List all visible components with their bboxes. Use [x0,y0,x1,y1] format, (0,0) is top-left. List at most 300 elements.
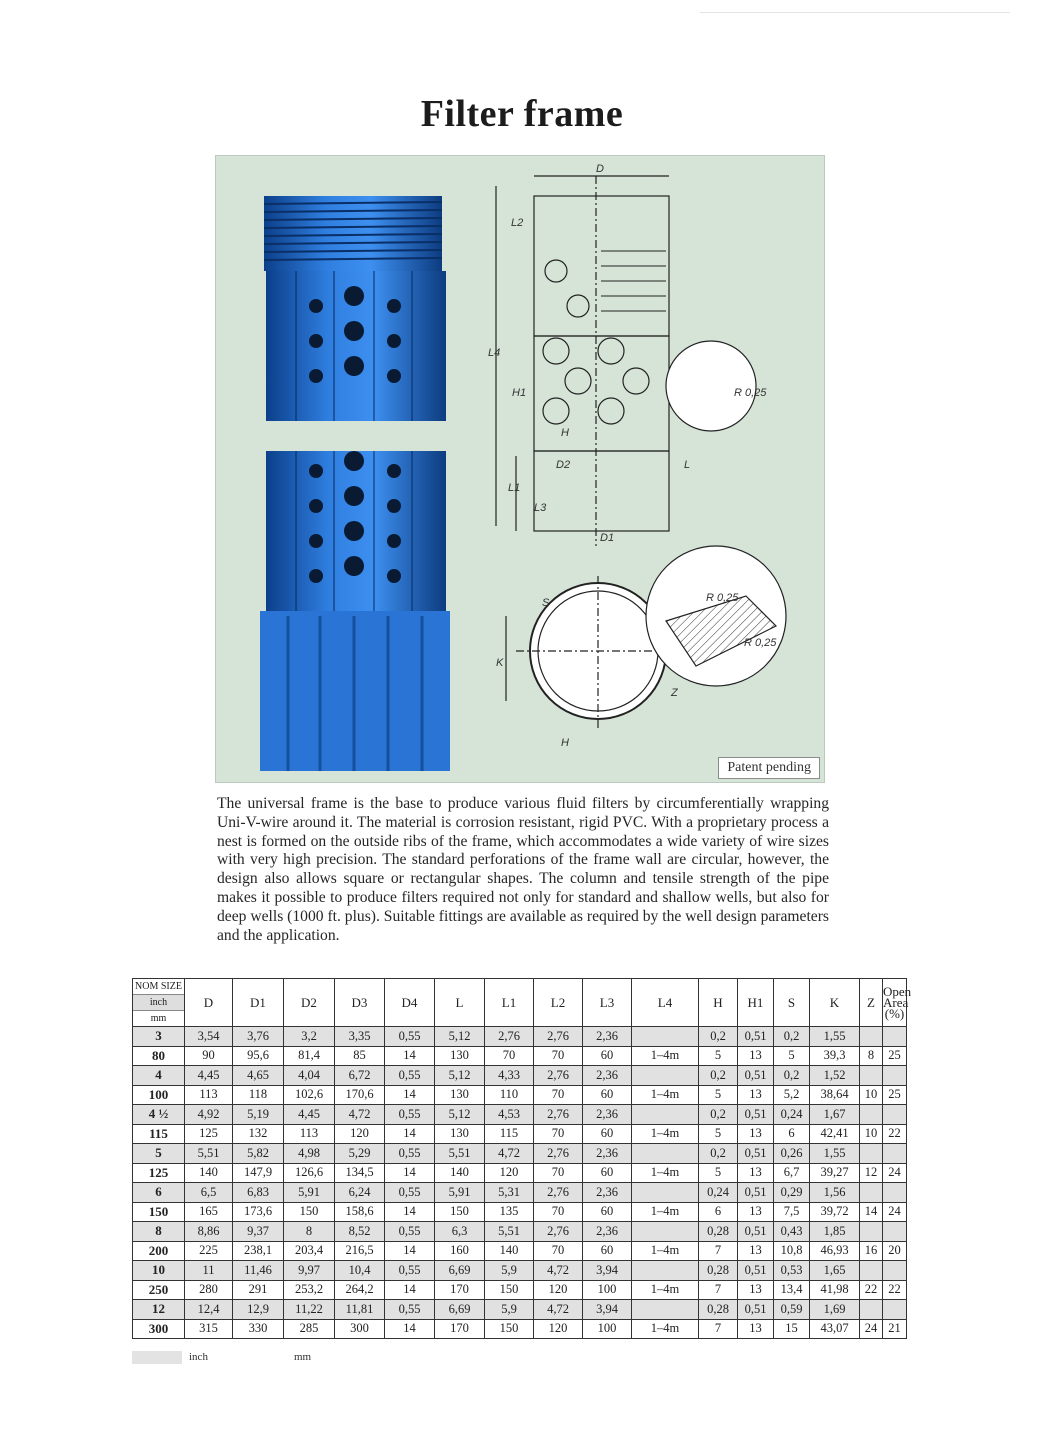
svg-text:K: K [496,657,504,669]
table-cell: 6,69 [435,1261,485,1281]
table-cell: 5,12 [435,1066,485,1086]
table-cell: 160 [435,1241,485,1261]
description-paragraph: The universal frame is the base to produce various fluid filters by circumferentially wrapping Uni-V-wire around it. The material is corrosion resistant, rigid PVC. With a proprietary process a nest is formed on the outside ribs of the frame, which accommodates a wide variety of wire sizes with very high precision. The standard perforations of the frame wall are circular, however, the design also allows square or rectangular shapes. The column and tensile strength of the pipe makes it possible to produce filters required not only for standard and shallow wells, but also for deep wells (1000 ft. plus). Suitable fittings are available as required by the well design parameters and the application. [217,795,829,944]
table-cell: 120 [485,1163,534,1183]
col-header: H1 [738,979,774,1027]
table-cell: 0,24 [774,1105,810,1125]
table-cell: 5,82 [233,1144,284,1164]
table-cell: 0,59 [774,1300,810,1320]
table-cell: 4,45 [185,1066,233,1086]
table-cell: 4,72 [335,1105,385,1125]
table-cell: 120 [534,1280,583,1300]
table-cell: 165 [185,1202,233,1222]
table-cell: 1,55 [810,1144,860,1164]
col-header: K [810,979,860,1027]
table-cell: 0,51 [738,1222,774,1242]
table-cell: 7 [699,1241,738,1261]
table-cell: 0,55 [385,1222,435,1242]
table-cell: 42,41 [810,1124,860,1144]
table-cell: 2,76 [534,1144,583,1164]
table-cell: 22 [883,1124,907,1144]
table-cell: 14 [385,1085,435,1105]
table-cell [632,1300,699,1320]
table-cell: 13 [738,1202,774,1222]
table-cell: 12,9 [233,1300,284,1320]
table-cell: 14 [385,1046,435,1066]
table-cell: 120 [335,1124,385,1144]
table-cell: 60 [583,1046,632,1066]
table-cell [860,1066,883,1086]
svg-text:L2: L2 [511,217,524,229]
table-cell: 6 [774,1124,810,1144]
table-cell: 10 [860,1085,883,1105]
table-row [133,1222,907,1242]
svg-text:L4: L4 [488,347,501,359]
table-cell: 13 [738,1046,774,1066]
table-cell: 5 [699,1085,738,1105]
table-cell: 5 [774,1046,810,1066]
table-cell: 14 [385,1319,435,1339]
table-cell: 203,4 [284,1241,335,1261]
table-cell: 4,72 [485,1144,534,1164]
table-cell [860,1300,883,1320]
table-cell: 102,6 [284,1085,335,1105]
table-cell: 14 [385,1202,435,1222]
table-cell: 0,51 [738,1066,774,1086]
table-cell: 134,5 [335,1163,385,1183]
table-cell: 39,27 [810,1163,860,1183]
table-cell: 5,12 [435,1027,485,1047]
table-cell: 5 [699,1124,738,1144]
col-header: S [774,979,810,1027]
table-cell: 11 [185,1261,233,1281]
table-cell: 10 [860,1124,883,1144]
table-cell: 2,76 [534,1105,583,1125]
table-cell [632,1144,699,1164]
table-cell: 0,55 [385,1300,435,1320]
table-cell: 6,3 [435,1222,485,1242]
table-cell: 0,53 [774,1261,810,1281]
table-cell: 0,2 [774,1027,810,1047]
table-cell: 4,04 [284,1066,335,1086]
table-cell: 60 [583,1163,632,1183]
table-cell: 0,28 [699,1261,738,1281]
table-cell: 12,4 [185,1300,233,1320]
table-cell: 2,36 [583,1105,632,1125]
table-row [133,1105,907,1125]
table-cell: 2,76 [485,1027,534,1047]
table-cell: 135 [485,1202,534,1222]
size-cell: 100 [133,1085,185,1105]
table-cell: 5,51 [185,1144,233,1164]
table-cell: 43,07 [810,1319,860,1339]
table-cell: 126,6 [284,1163,335,1183]
table-cell: 4,72 [534,1261,583,1281]
table-cell: 150 [284,1202,335,1222]
table-cell: 16 [860,1241,883,1261]
table-cell: 13 [738,1124,774,1144]
table-cell: 0,2 [699,1105,738,1125]
table-cell: 25 [883,1085,907,1105]
table-cell: 0,51 [738,1027,774,1047]
table-cell: 1,55 [810,1027,860,1047]
size-cell: 300 [133,1319,185,1339]
table-cell: 158,6 [335,1202,385,1222]
table-cell: 1,65 [810,1261,860,1281]
table-cell: 24 [883,1163,907,1183]
svg-text:L: L [684,459,691,471]
table-cell: 46,93 [810,1241,860,1261]
patent-pending-label: Patent pending [718,757,820,779]
table-cell: 125 [185,1124,233,1144]
table-cell [632,1066,699,1086]
table-cell [883,1144,907,1164]
size-cell: 5 [133,1144,185,1164]
table-cell: 150 [435,1202,485,1222]
table-cell: 6 [699,1202,738,1222]
size-cell: 200 [133,1241,185,1261]
col-header: D3 [335,979,385,1027]
col-header: D4 [385,979,435,1027]
table-cell: 1,69 [810,1300,860,1320]
table-cell [860,1222,883,1242]
table-cell: 225 [185,1241,233,1261]
table-cell: 140 [485,1241,534,1261]
table-cell: 6,5 [185,1183,233,1203]
table-cell [883,1183,907,1203]
table-cell: 6,69 [435,1300,485,1320]
col-header: D [185,979,233,1027]
table-cell [632,1183,699,1203]
col-header: L2 [534,979,583,1027]
table-cell: 14 [385,1163,435,1183]
table-cell: 0,2 [699,1066,738,1086]
table-cell: 1,67 [810,1105,860,1125]
col-header: L1 [485,979,534,1027]
inch-swatch [132,1351,182,1364]
svg-text:Z: Z [671,687,678,699]
table-cell: 60 [583,1202,632,1222]
product-figure [215,155,825,783]
specification-table [132,978,912,1339]
table-cell: 95,6 [233,1046,284,1066]
table-cell: 6,72 [335,1066,385,1086]
size-cell: 8 [133,1222,185,1242]
table-cell: 280 [185,1280,233,1300]
table-cell: 13 [738,1280,774,1300]
table-cell: 285 [284,1319,335,1339]
filter-frame-illustration [216,156,826,784]
table-cell: 5,51 [485,1222,534,1242]
table-cell [860,1105,883,1125]
table-cell [883,1066,907,1086]
table-cell: 170 [435,1280,485,1300]
table-cell: 13 [738,1163,774,1183]
table-cell: 39,72 [810,1202,860,1222]
table-cell: 7 [699,1280,738,1300]
table-cell: 100 [583,1319,632,1339]
table-cell [883,1261,907,1281]
table-cell: 8,52 [335,1222,385,1242]
size-cell: 125 [133,1163,185,1183]
table-cell: 5 [699,1046,738,1066]
table-row [133,1046,907,1066]
table-cell: 5,91 [435,1183,485,1203]
table-cell: 2,36 [583,1222,632,1242]
table-cell: 5,9 [485,1300,534,1320]
table-cell [860,1183,883,1203]
svg-text:H: H [561,737,569,749]
table-cell: 1,52 [810,1066,860,1086]
svg-text:D1: D1 [600,532,615,544]
table-cell: 2,36 [583,1144,632,1164]
table-cell: 70 [485,1046,534,1066]
table-cell: 1–4m [632,1124,699,1144]
table-cell: 20 [883,1241,907,1261]
table-cell: 1–4m [632,1280,699,1300]
table-cell: 150 [485,1319,534,1339]
size-cell: 115 [133,1124,185,1144]
table-cell: 22 [883,1280,907,1300]
table-cell: 3,94 [583,1261,632,1281]
size-cell: 4 ½ [133,1105,185,1125]
table-cell: 2,76 [534,1222,583,1242]
table-cell: 10,4 [335,1261,385,1281]
table-cell: 5,31 [485,1183,534,1203]
table-cell: 0,24 [699,1183,738,1203]
table-cell: 90 [185,1046,233,1066]
page-title: Filter frame [420,93,624,135]
table-cell: 132 [233,1124,284,1144]
table-cell: 14 [385,1280,435,1300]
size-cell: 250 [133,1280,185,1300]
table-cell: 2,36 [583,1027,632,1047]
col-header: Z [860,979,883,1027]
size-cell: 4 [133,1066,185,1086]
table-cell: 130 [435,1124,485,1144]
table-row [133,1066,907,1086]
table-row [133,1261,907,1281]
table-cell: 70 [534,1085,583,1105]
table-cell: 0,2 [699,1027,738,1047]
table-cell: 60 [583,1241,632,1261]
table-cell: 12 [860,1163,883,1183]
table-cell: 3,35 [335,1027,385,1047]
table-row [133,1319,907,1339]
table-cell: 0,28 [699,1300,738,1320]
table-cell: 291 [233,1280,284,1300]
table-cell: 8,86 [185,1222,233,1242]
table-cell: 1,85 [810,1222,860,1242]
table-cell: 70 [534,1124,583,1144]
table-cell: 0,26 [774,1144,810,1164]
table-cell: 3,94 [583,1300,632,1320]
table-cell: 1–4m [632,1046,699,1066]
table-cell: 0,51 [738,1300,774,1320]
size-cell: 6 [133,1183,185,1203]
table-cell: 113 [185,1085,233,1105]
table-cell: 1–4m [632,1202,699,1222]
svg-text:R 0,25: R 0,25 [734,387,767,399]
table-cell: 120 [534,1319,583,1339]
svg-text:R 0,25: R 0,25 [706,592,739,604]
table-cell: 0,51 [738,1144,774,1164]
svg-text:H: H [561,427,569,439]
table-cell: 238,1 [233,1241,284,1261]
table-cell: 3,76 [233,1027,284,1047]
size-cell: 3 [133,1027,185,1047]
table-cell: 70 [534,1241,583,1261]
table-row [133,1300,907,1320]
table-cell: 113 [284,1124,335,1144]
svg-text:H1: H1 [512,387,527,399]
table-cell: 60 [583,1124,632,1144]
table-cell: 70 [534,1163,583,1183]
table-cell: 13 [738,1085,774,1105]
table-cell: 0,55 [385,1105,435,1125]
table-cell: 5,29 [335,1144,385,1164]
table-cell: 4,72 [534,1300,583,1320]
table-cell: 2,36 [583,1066,632,1086]
table-cell: 130 [435,1085,485,1105]
table-cell [883,1300,907,1320]
table-cell: 14 [385,1241,435,1261]
table-cell: 3,54 [185,1027,233,1047]
col-header: D2 [284,979,335,1027]
table-cell: 2,36 [583,1183,632,1203]
table-row [133,1027,907,1047]
size-cell: 12 [133,1300,185,1320]
table-cell: 140 [185,1163,233,1183]
open-area-header: Open Area (%) [883,979,907,1027]
table-cell: 170 [435,1319,485,1339]
table-cell [632,1261,699,1281]
table-cell: 39,3 [810,1046,860,1066]
legend-inch: inch [189,1351,208,1363]
col-header: D1 [233,979,284,1027]
table-cell: 1–4m [632,1085,699,1105]
col-header: H [699,979,738,1027]
table-cell: 14 [860,1202,883,1222]
table-cell: 70 [534,1202,583,1222]
table-row [133,1241,907,1261]
table-cell: 0,28 [699,1222,738,1242]
table-cell: 0,29 [774,1183,810,1203]
legend-mm: mm [294,1351,312,1363]
table-cell: 173,6 [233,1202,284,1222]
table-cell: 315 [185,1319,233,1339]
table-cell: 2,76 [534,1027,583,1047]
table-cell: 330 [233,1319,284,1339]
table-cell: 21 [883,1319,907,1339]
table-cell: 1,56 [810,1183,860,1203]
table-cell: 13 [738,1241,774,1261]
table-cell: 0,51 [738,1105,774,1125]
table-row [133,1144,907,1164]
table-cell [860,1261,883,1281]
svg-text:R 0,25: R 0,25 [744,637,777,649]
table-cell: 4,92 [185,1105,233,1125]
table-cell: 81,4 [284,1046,335,1066]
table-cell: 41,98 [810,1280,860,1300]
table-cell: 150 [485,1280,534,1300]
top-rule [700,12,1010,13]
table-cell: 115 [485,1124,534,1144]
table-cell: 2,76 [534,1183,583,1203]
col-header: L3 [583,979,632,1027]
table-row [133,1280,907,1300]
size-cell: 10 [133,1261,185,1281]
table-cell: 8 [860,1046,883,1066]
table-row [133,1202,907,1222]
table-cell: 1–4m [632,1319,699,1339]
table-cell [860,1027,883,1047]
table-cell: 15 [774,1319,810,1339]
table-cell: 7 [699,1319,738,1339]
col-header: L [435,979,485,1027]
table-cell: 5,12 [435,1105,485,1125]
table-cell: 0,55 [385,1066,435,1086]
table-cell: 0,51 [738,1261,774,1281]
table-cell: 170,6 [335,1085,385,1105]
table-cell: 24 [883,1202,907,1222]
svg-text:D: D [596,163,604,175]
table-cell: 9,97 [284,1261,335,1281]
table-cell: 1–4m [632,1163,699,1183]
table-cell: 110 [485,1085,534,1105]
table-cell: 13,4 [774,1280,810,1300]
table-cell: 130 [435,1046,485,1066]
table-cell: 6,83 [233,1183,284,1203]
table-cell: 25 [883,1046,907,1066]
table-cell: 8 [284,1222,335,1242]
table-cell: 5,2 [774,1085,810,1105]
table-row [133,1163,907,1183]
svg-text:S: S [542,597,550,609]
table-cell: 100 [583,1280,632,1300]
table-cell: 253,2 [284,1280,335,1300]
table-row [133,1183,907,1203]
table-cell: 10,8 [774,1241,810,1261]
table-cell: 85 [335,1046,385,1066]
table-cell: 4,65 [233,1066,284,1086]
table-cell: 14 [385,1124,435,1144]
table-cell: 1–4m [632,1241,699,1261]
table-cell: 6,7 [774,1163,810,1183]
table-cell: 4,45 [284,1105,335,1125]
table-cell: 300 [335,1319,385,1339]
table-cell [632,1105,699,1125]
table-cell [632,1027,699,1047]
table-cell: 0,2 [774,1066,810,1086]
table-cell: 38,64 [810,1085,860,1105]
table-row [133,1124,907,1144]
table-cell: 0,55 [385,1144,435,1164]
table-cell: 70 [534,1046,583,1066]
table-cell [883,1105,907,1125]
table-cell: 0,55 [385,1261,435,1281]
table-body [133,1027,907,1339]
table-cell: 11,22 [284,1300,335,1320]
table-cell: 5,9 [485,1261,534,1281]
table-cell: 60 [583,1085,632,1105]
table-cell: 0,43 [774,1222,810,1242]
table-cell: 11,81 [335,1300,385,1320]
table-cell: 140 [435,1163,485,1183]
table-cell: 6,24 [335,1183,385,1203]
table-cell: 13 [738,1319,774,1339]
table-cell: 5,51 [435,1144,485,1164]
